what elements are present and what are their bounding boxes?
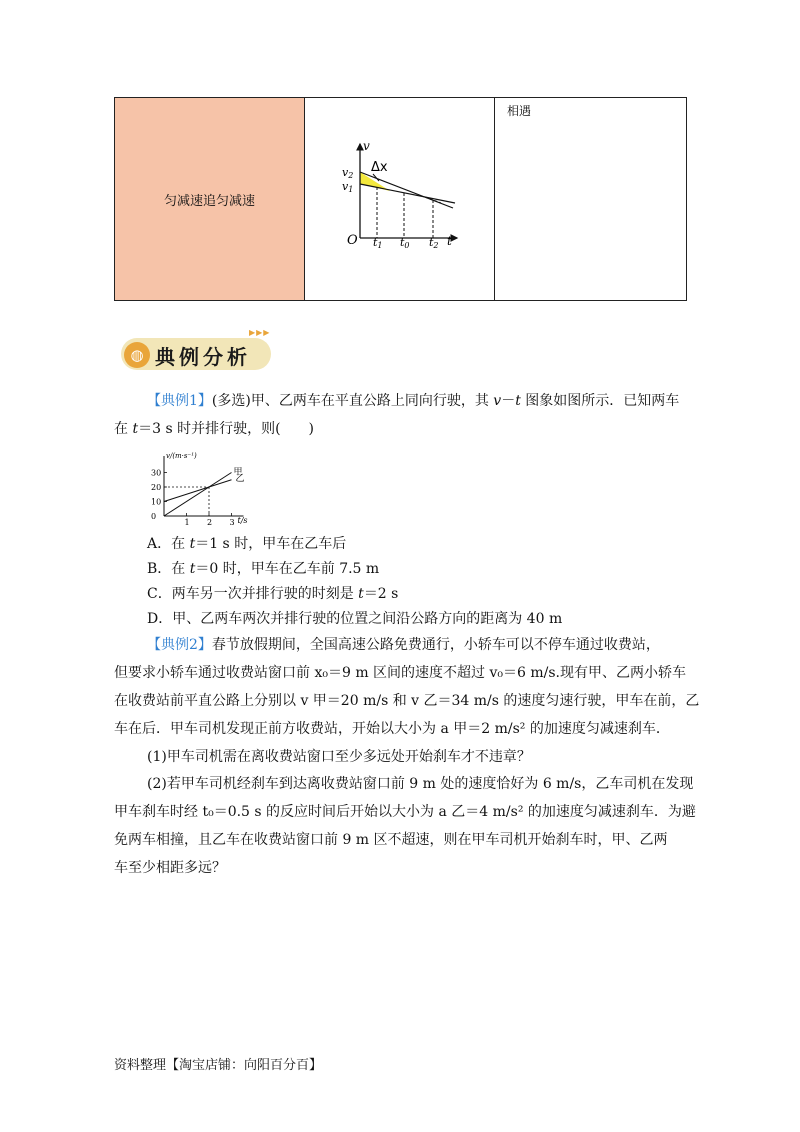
chart-xtick-2: 2 — [207, 518, 213, 527]
question-2-line1: (2)若甲车司机经刹车到达离收费站窗口前 9 m 处的速度恰好为 6 m/s，乙车司机在发现 — [147, 776, 694, 792]
var-t: t — [515, 393, 521, 409]
row-label: 匀减速追匀减速 — [163, 193, 255, 209]
example1-text-a: (多选)甲、乙两车在平直公路上同向行驶，其 — [211, 393, 494, 409]
example1-text-c: 在 — [114, 421, 133, 437]
option-a-var: t — [189, 536, 196, 552]
chart-ytick-30: 30 — [151, 468, 162, 478]
example2-text-0: 春节放假期间，全国高速公路免费通行，小轿车可以不停车通过收费站， — [211, 637, 660, 653]
var-v: v — [493, 393, 502, 409]
example1-line2 — [114, 419, 314, 439]
option-d-text: D．甲、乙两车两次并排行驶的位置之间沿公路方向的距离为 40 m — [147, 611, 563, 627]
chart-ytick-20: 20 — [151, 483, 162, 492]
example2-line3: 在收费站前平直公路上分别以 v 甲＝20 m/s 和 v 乙＝34 m/s 的速度匀速行驶，甲车在前，乙 — [114, 693, 700, 709]
question-2-line2: 甲车刹车时经 t₀＝0.5 s 的反应时间后开始以大小为 a 乙＝4 m/s² 的加速度匀减速刹车．为避 — [114, 804, 696, 820]
delta-x-label: Δx — [371, 160, 388, 175]
option-a — [147, 534, 346, 554]
dash: － — [501, 393, 516, 409]
option-b — [147, 559, 379, 579]
example1-text-d: ＝3 s 时并排行驶，则( ) — [138, 421, 315, 437]
chart-ytick-10: 10 — [151, 497, 162, 507]
vt-graph — [305, 98, 495, 302]
section-title: 典例分析 — [155, 345, 251, 369]
chart-series-line-yi — [164, 480, 232, 502]
option-c — [147, 584, 398, 604]
option-a-pre: A．在 — [147, 536, 190, 552]
v1-label: v1 — [342, 180, 354, 194]
example1-tag: 【典例1】 — [147, 393, 212, 409]
option-c-pre: C．两车另一次并排行驶的时刻是 — [147, 586, 359, 602]
option-b-pre: B．在 — [147, 561, 190, 577]
chart-y-label: v/(m·s⁻¹) — [166, 452, 197, 460]
example2-line2: 但要求小轿车通过收费站窗口前 x₀＝9 m 区间的速度不超过 v₀＝6 m/s.现有甲、乙两小轿车 — [114, 665, 686, 681]
arrows-icon: ▶▶▶ — [249, 328, 271, 337]
result-text: 相遇 — [507, 104, 532, 118]
example2-tag: 【典例2】 — [147, 637, 212, 653]
question-2-line3: 免两车相撞，且乙车在收费站窗口前 9 m 区不超速，则在甲车司机开始刹车时，甲、乙两 — [114, 832, 668, 848]
row-label-cell — [115, 98, 305, 300]
option-c-var: t — [358, 586, 364, 602]
origin-label: O — [347, 233, 358, 248]
chart-ytick-0: 0 — [151, 512, 157, 521]
chart-xtick-3: 3 — [229, 518, 235, 527]
line-lower — [360, 184, 455, 203]
example2-line1 — [147, 635, 660, 655]
chart-series-label-yi: 乙 — [235, 473, 245, 484]
result-cell — [495, 98, 686, 300]
comparison-table-row — [114, 97, 687, 301]
option-a-post: ＝1 s 时，甲车在乙车后 — [195, 536, 347, 552]
example1-vt-chart — [140, 452, 260, 530]
chart-series-line-jia — [164, 473, 232, 517]
chart-series-label-jia: 甲 — [233, 467, 243, 478]
v-axis-label: v — [363, 139, 370, 153]
section-header — [121, 328, 281, 374]
example2-line4: 车在后．甲车司机发现正前方收费站，开始以大小为 a 甲＝2 m/s² 的加速度匀减速刹车． — [114, 721, 670, 737]
chart-x-label: t/s — [237, 516, 248, 525]
chart-xtick-1: 1 — [184, 518, 190, 527]
example1-text-b: 图象如图所示．已知两车 — [520, 393, 680, 409]
globe-icon: ◍ — [124, 342, 150, 368]
question-2-line4: 车至少相距多远？ — [114, 860, 226, 876]
example1-line1 — [147, 391, 679, 411]
option-b-var: t — [189, 561, 196, 577]
option-b-post: ＝0 时，甲车在乙车前 7.5 m — [195, 561, 380, 577]
t2-label: t2 — [429, 236, 439, 250]
t0-label: t0 — [400, 236, 410, 250]
graph-cell — [305, 98, 495, 300]
question-1: (1)甲车司机需在离收费站窗口至少多远处开始刹车才不违章？ — [147, 749, 531, 765]
v2-label: v2 — [342, 166, 354, 180]
option-c-post: ＝2 s — [363, 586, 399, 602]
option-d — [147, 609, 562, 629]
footer-text: 资料整理【淘宝店铺：向阳百分百】 — [114, 1058, 323, 1073]
t1-label: t1 — [373, 236, 383, 250]
t-axis-label: t — [447, 234, 452, 248]
var-t2: t — [132, 421, 139, 437]
